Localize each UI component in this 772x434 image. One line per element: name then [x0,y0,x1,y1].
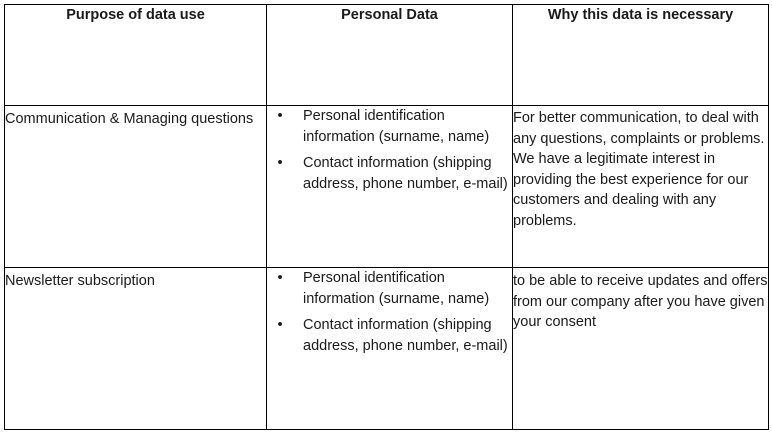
purpose-cell: Newsletter subscription [5,268,267,430]
list-item-text: Personal identification information (surname, name) [303,270,490,307]
bullet-icon: • [277,317,283,333]
reason-cell: to be able to receive updates and offers from our company after you have given your consent [513,268,769,430]
bullet-icon: • [277,155,283,171]
purpose-cell: Communication & Managing questions [5,106,267,268]
personal-data-table [4,4,769,430]
list-item [267,268,512,309]
personal-data-cell [267,106,513,268]
personal-data-list [267,268,512,356]
list-item [267,106,512,147]
table-row [5,268,769,430]
header-why-necessary: Why this data is necessary [513,5,769,106]
list-item-text: Contact information (shipping address, phone number, e-mail) [303,155,508,192]
header-personal-data: Personal Data [267,5,513,106]
table-row [5,106,769,268]
table-header-row [5,5,769,106]
reason-cell: For better communication, to deal with any questions, complaints or problems. We have a legitimate interest in providing the best experience for our customers and dealing with any problems. [513,106,769,268]
bullet-icon: • [277,108,283,124]
list-item [267,153,512,194]
list-item-text: Personal identification information (surname, name) [303,108,490,145]
header-purpose: Purpose of data use [5,5,267,106]
bullet-icon: • [277,270,283,286]
personal-data-cell [267,268,513,430]
personal-data-list [267,106,512,194]
list-item [267,315,512,356]
list-item-text: Contact information (shipping address, phone number, e-mail) [303,317,508,354]
